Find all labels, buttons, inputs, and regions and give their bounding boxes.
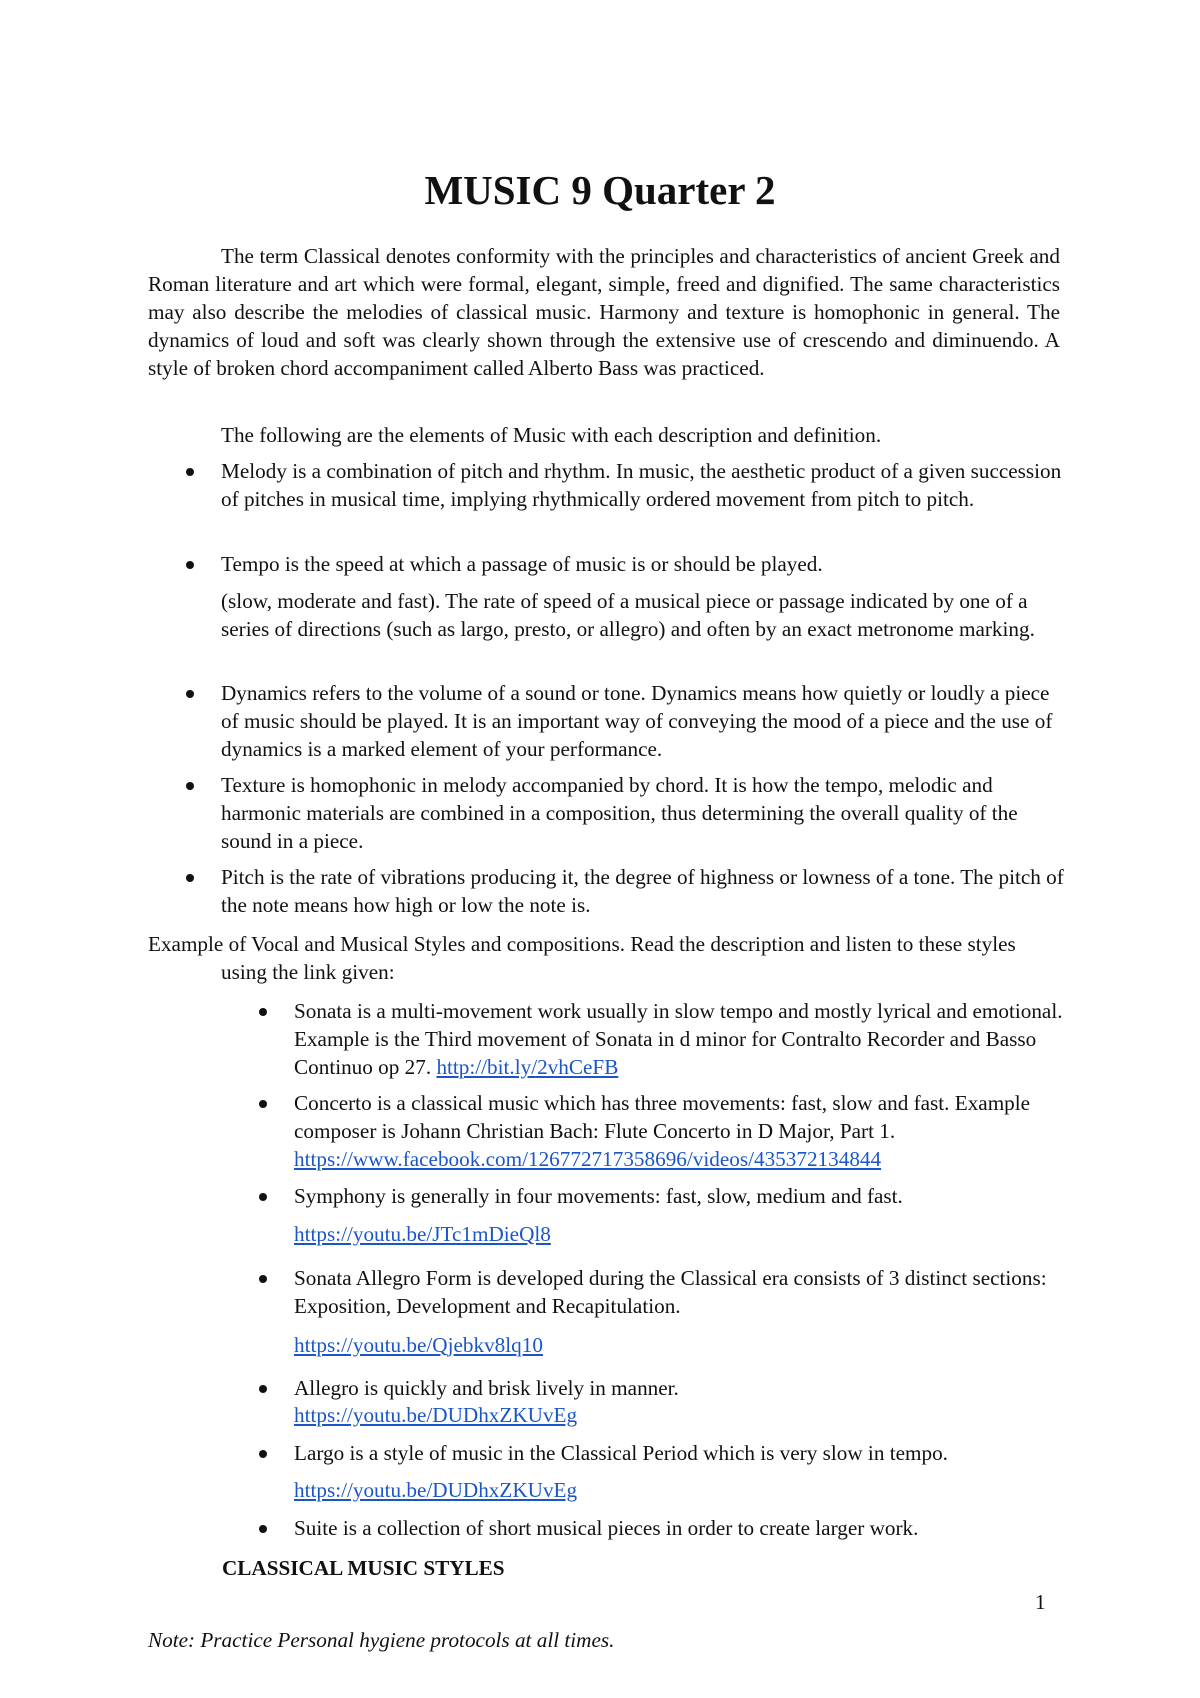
style-sonata-link[interactable]: http://bit.ly/2vhCeFB xyxy=(436,1055,619,1079)
elements-intro: The following are the elements of Music with each description and definition. xyxy=(221,423,882,447)
style-sonata-allegro-link[interactable]: https://youtu.be/Qjebkv8lq10 xyxy=(294,1333,543,1357)
element-texture: Texture is homophonic in melody accompanied by chord. It is how the tempo, melodic and harmonic materials are combined in a composition, thus determining the overall quality of the sound in a piece. xyxy=(221,773,1018,853)
styles-intro xyxy=(148,930,1060,986)
element-tempo: Tempo is the speed at which a passage of music is or should be played. xyxy=(221,552,823,576)
section-heading: CLASSICAL MUSIC STYLES xyxy=(222,1556,505,1580)
style-concerto-link[interactable]: https://www.facebook.com/126772717358696/videos/435372134844 xyxy=(294,1147,882,1171)
style-allegro-link[interactable]: https://youtu.be/DUDhxZKUvEg xyxy=(294,1403,578,1427)
bullet-dot xyxy=(259,1193,267,1201)
bullet-dot xyxy=(259,1008,267,1016)
bullet-dot xyxy=(186,782,194,790)
styles-intro-text: Example of Vocal and Musical Styles and compositions. Read the description and listen to these styles using the link given: xyxy=(148,932,1016,984)
style-concerto-text: Concerto is a classical music which has three movements: fast, slow and fast. Example composer is Johann Christian Bach: Flute Concerto in D Major, Part 1. xyxy=(294,1091,1031,1143)
page-number: 1 xyxy=(1035,1590,1046,1614)
bullet-dot xyxy=(186,690,194,698)
bullet-dot xyxy=(186,874,194,882)
bullet-dot xyxy=(259,1525,267,1533)
style-concerto xyxy=(294,1089,1066,1173)
element-melody: Melody is a combination of pitch and rhythm. In music, the aesthetic product of a given succession of pitches in musical time, implying rhythmically ordered movement from pitch to pitch. xyxy=(221,459,1062,511)
bullet-dot xyxy=(259,1450,267,1458)
bullet-dot xyxy=(259,1385,267,1393)
style-allegro-text: Allegro is quickly and brisk lively in manner. xyxy=(294,1376,679,1400)
style-suite-text: Suite is a collection of short musical pieces in order to create larger work. xyxy=(294,1516,919,1540)
style-largo-text: Largo is a style of music in the Classical Period which is very slow in tempo. xyxy=(294,1441,948,1465)
footer-note: Note: Practice Personal hygiene protocols at all times. xyxy=(148,1628,615,1652)
style-symphony-link[interactable]: https://youtu.be/JTc1mDieQl8 xyxy=(294,1222,551,1246)
bullet-dot xyxy=(259,1275,267,1283)
page-title: MUSIC 9 Quarter 2 xyxy=(424,167,776,213)
bullet-dot xyxy=(186,468,194,476)
intro-paragraph: The term Classical denotes conformity with the principles and characteristics of ancient Greek and Roman literature and art which were formal, elegant, simple, freed and dignified. The same characteristics may also describe the melodies of classical music. Harmony and texture is homophonic in general. The dynamics of loud and soft was clearly shown through the extensive use of crescendo and diminuendo. A style of broken chord accompaniment called Alberto Bass was practiced. xyxy=(148,244,1060,380)
style-sonata-allegro-text: Sonata Allegro Form is developed during the Classical era consists of 3 distinct sections: Exposition, Development and Recapitulation. xyxy=(294,1266,1047,1318)
bullet-dot xyxy=(186,561,194,569)
element-dynamics: Dynamics refers to the volume of a sound or tone. Dynamics means how quietly or loudly a piece of music should be played. It is an important way of conveying the mood of a piece and the use of dynamics is a marked element of your performance. xyxy=(221,681,1053,761)
style-sonata xyxy=(294,997,1066,1081)
bullet-dot xyxy=(259,1100,267,1108)
element-tempo-detail: (slow, moderate and fast). The rate of speed of a musical piece or passage indicated by one of a series of directions (such as largo, presto, or allegro) and often by an exact metronome marking. xyxy=(221,589,1035,641)
style-symphony-text: Symphony is generally in four movements: fast, slow, medium and fast. xyxy=(294,1184,903,1208)
style-sonata-text: Sonata is a multi-movement work usually in slow tempo and mostly lyrical and emotional. Example is the Third movement of Sonata in d minor for Contralto Recorder and Basso Continuo op 27. xyxy=(294,999,1063,1079)
element-pitch: Pitch is the rate of vibrations producing it, the degree of highness or lowness of a tone. The pitch of the note means how high or low the note is. xyxy=(221,865,1064,917)
style-largo-link[interactable]: https://youtu.be/DUDhxZKUvEg xyxy=(294,1478,578,1502)
